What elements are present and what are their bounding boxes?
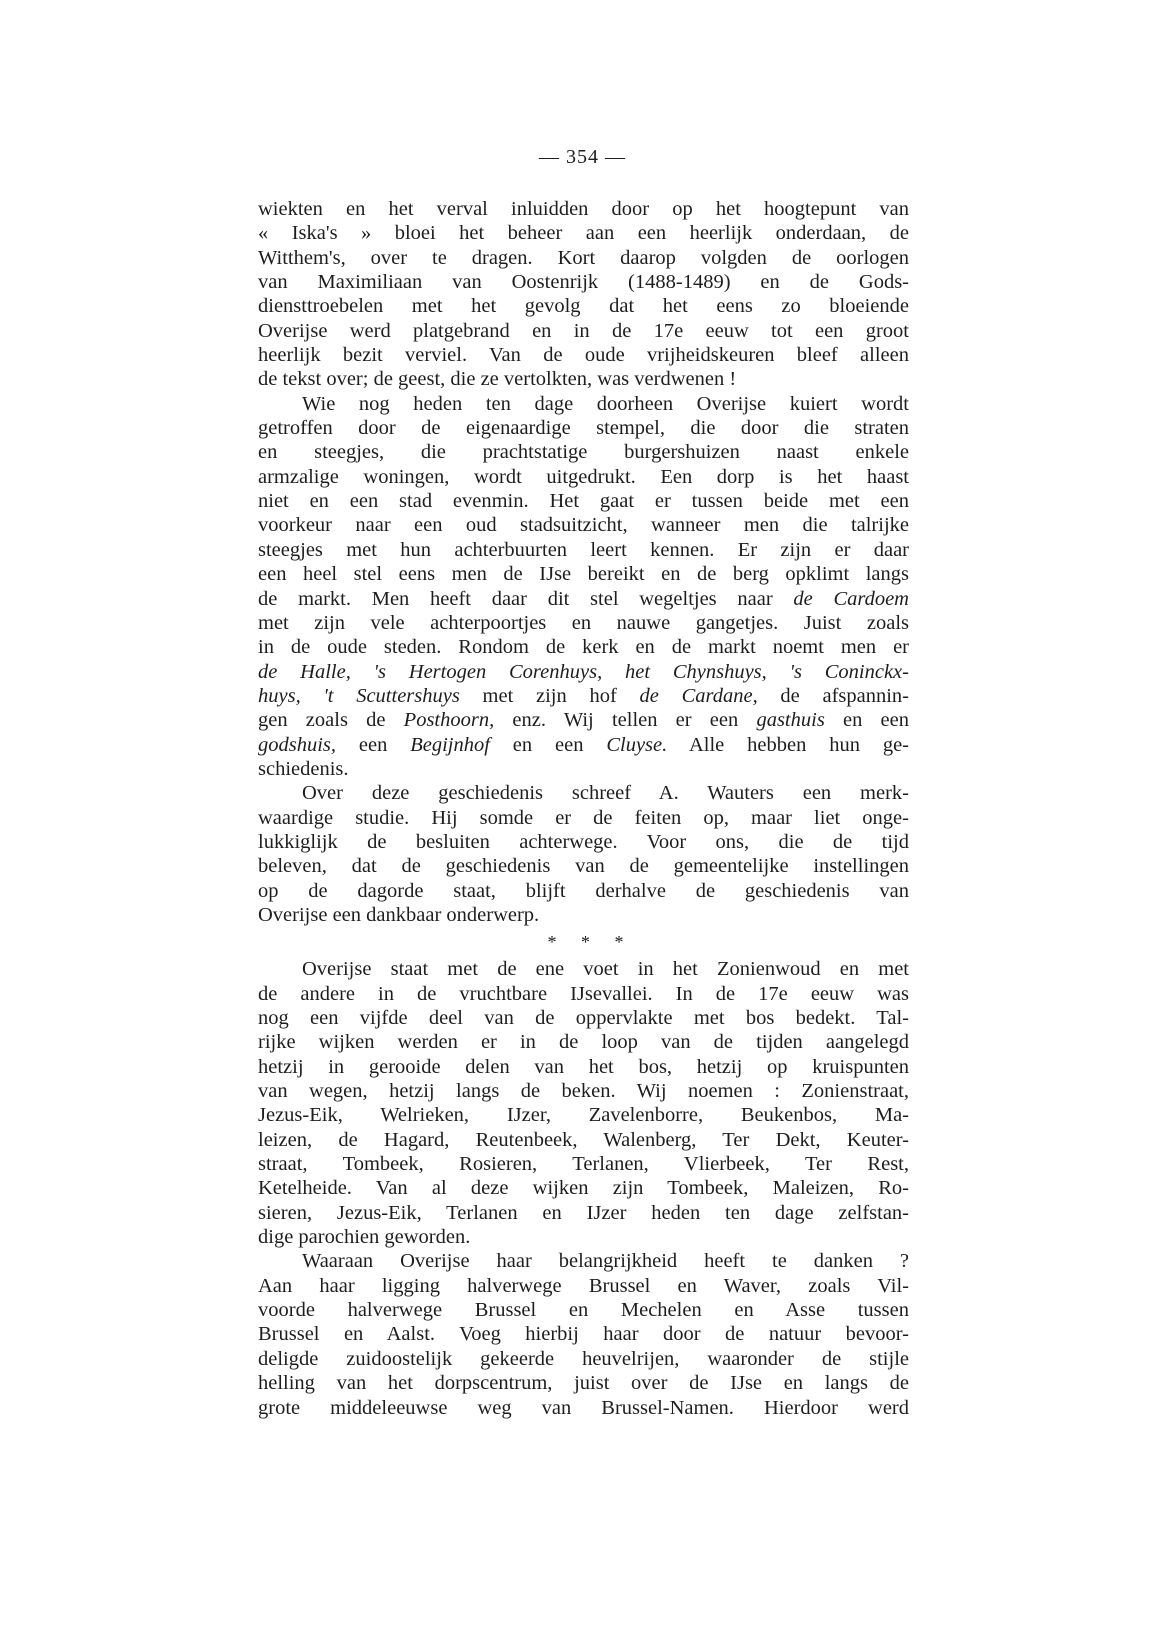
italic-name: de Halle, 's Hertogen Corenhuys, het Chynshuys, 's Coninckx- (258, 660, 909, 683)
text-line: hetzij in gerooide delen van het bos, hetzij op kruispunten (258, 1055, 909, 1078)
text-segment: de afspannin- (757, 684, 910, 707)
text-segment: een (336, 733, 411, 756)
text-segment: de markt. Men heeft daar dit stel wegeltjes naar (258, 587, 794, 610)
text-line: « Iska's » bloei het beheer aan een heerlijk onderdaan, de (258, 222, 909, 245)
text-line: wiekten en het verval inluidden door op het hoogtepunt van (258, 198, 909, 220)
text-line (258, 708, 909, 732)
text-line: schiedenis. (258, 757, 349, 780)
italic-name: Cluyse. (606, 733, 668, 756)
text-line: Jezus-Eik, Welrieken, IJzer, Zavelenborre, Beukenbos, Ma- (258, 1104, 909, 1127)
text-line: leizen, de Hagard, Reutenbeek, Walenberg, Ter Dekt, Keuter- (258, 1128, 909, 1151)
text-line: voorde halverwege Brussel en Mechelen en Asse tussen (258, 1299, 909, 1322)
text-line: en steegjes, die prachtstatige burgershuizen naast enkele (258, 441, 909, 464)
text-line: Brussel en Aalst. Voeg hierbij haar door de natuur bevoor- (258, 1323, 909, 1346)
text-line: met zijn vele achterpoortjes en nauwe gangetjes. Juist zoals (258, 611, 909, 634)
text-line: grote middeleeuwse weg van Brussel-Namen. Hierdoor werd (258, 1396, 909, 1419)
italic-name: de Cardoem (793, 587, 909, 610)
italic-name: Posthoorn, (403, 709, 495, 732)
text-line: Overijse werd platgebrand en in de 17e eeuw tot een groot (258, 319, 909, 342)
text-line: Witthem's, over te dragen. Kort daarop volgden de oorlogen (258, 246, 909, 269)
paragraph-2 (258, 392, 909, 782)
text-line: deligde zuidoostelijk gekeerde heuvelrijen, waaronder de stijle (258, 1347, 909, 1370)
paragraph-5 (258, 1249, 909, 1419)
text-line: diensttroebelen met het gevolg dat het eens zo bloeiende (258, 295, 909, 318)
text-line: rijke wijken werden er in de loop van de tijden aangelegd (258, 1031, 909, 1054)
text-segment: Alle hebben hun ge- (667, 733, 909, 756)
text-line (258, 660, 909, 684)
text-line: straat, Tombeek, Rosieren, Terlanen, Vlierbeek, Ter Rest, (258, 1153, 909, 1176)
italic-name: gasthuis (756, 709, 825, 732)
text-line: getroffen door de eigenaardige stempel, die door die straten (258, 417, 909, 440)
text-line: beleven, dat de geschiedenis van de gemeentelijke instellingen (258, 855, 909, 878)
paragraph-1 (258, 197, 909, 392)
italic-name: huys, 't Scuttershuys (258, 684, 460, 707)
text-line: nog een vijfde deel van de oppervlakte met bos bedekt. Tal- (258, 1007, 909, 1029)
text-line: de andere in de vruchtbare IJsevallei. In de 17e eeuw was (258, 982, 909, 1005)
italic-name: Begijnhof (410, 733, 490, 756)
text-line: armzalige woningen, wordt uitgedrukt. Een dorp is het haast (258, 465, 909, 488)
text-line: voorkeur naar een oud stadsuitzicht, wanneer men die talrijke (258, 514, 909, 537)
text-line: lukkiglijk de besluiten achterwege. Voor ons, die de tijd (258, 830, 909, 853)
text-line: van wegen, hetzij langs de beken. Wij noemen : Zonienstraat, (258, 1080, 909, 1103)
text-segment: met zijn hof (459, 684, 640, 707)
text-line: op de dagorde staat, blijft derhalve de geschiedenis van (258, 879, 909, 902)
text-line: heerlijk bezit verviel. Van de oude vrijheidskeuren bleef alleen (258, 344, 909, 367)
text-line (258, 587, 909, 611)
text-line: sieren, Jezus-Eik, Terlanen en IJzer heden ten dage zelfstan- (258, 1201, 909, 1224)
text-line: de tekst over; de geest, die ze vertolkten, was verdwenen ! (258, 368, 737, 391)
paragraph-4 (258, 957, 909, 1249)
italic-name: de Cardane, (639, 684, 758, 707)
text-line (258, 684, 909, 708)
text-line: steegjes met hun achterbuurten leert kennen. Er zijn er daar (258, 538, 909, 561)
text-segment: gen zoals de (258, 709, 404, 732)
text-line (258, 733, 909, 757)
text-line: Aan haar ligging halverwege Brussel en Waver, zoals Vil- (258, 1274, 909, 1297)
page-number: — 354 — (539, 146, 626, 168)
text-line: Overijse staat met de ene voet in het Zonienwoud en met (302, 958, 909, 981)
text-line: Over deze geschiedenis schreef A. Wauters een merk- (302, 782, 909, 805)
text-segment: en een (489, 733, 607, 756)
text-line: van Maximiliaan van Oostenrijk (1488-1489) en de Gods- (258, 271, 909, 294)
body-text (258, 197, 909, 1420)
text-segment: enz. Wij tellen er een (494, 709, 757, 732)
text-line: in de oude steden. Rondom de kerk en de markt noemt men er (258, 636, 909, 659)
text-line: Overijse een dankbaar onderwerp. (258, 903, 540, 926)
text-line: waardige studie. Hij somde er de feiten op, maar liet onge- (258, 806, 909, 829)
italic-name: godshuis, (258, 733, 337, 756)
text-line: helling van het dorpscentrum, juist over de IJse en langs de (258, 1372, 909, 1395)
text-line: niet en een stad evenmin. Het gaat er tussen beide met een (258, 490, 909, 513)
text-line: een heel stel eens men de IJse bereikt en de berg opklimt langs (258, 563, 909, 586)
section-separator: * * * (547, 932, 634, 953)
text-line: Waaraan Overijse haar belangrijkheid heeft te danken ? (302, 1250, 909, 1273)
paragraph-3 (258, 781, 909, 927)
text-line: Ketelheide. Van al deze wijken zijn Tombeek, Maleizen, Ro- (258, 1177, 909, 1200)
text-line: Wie nog heden ten dage doorheen Overijse kuiert wordt (302, 392, 909, 415)
text-segment: en een (824, 709, 910, 732)
text-line: dige parochien geworden. (258, 1226, 471, 1249)
